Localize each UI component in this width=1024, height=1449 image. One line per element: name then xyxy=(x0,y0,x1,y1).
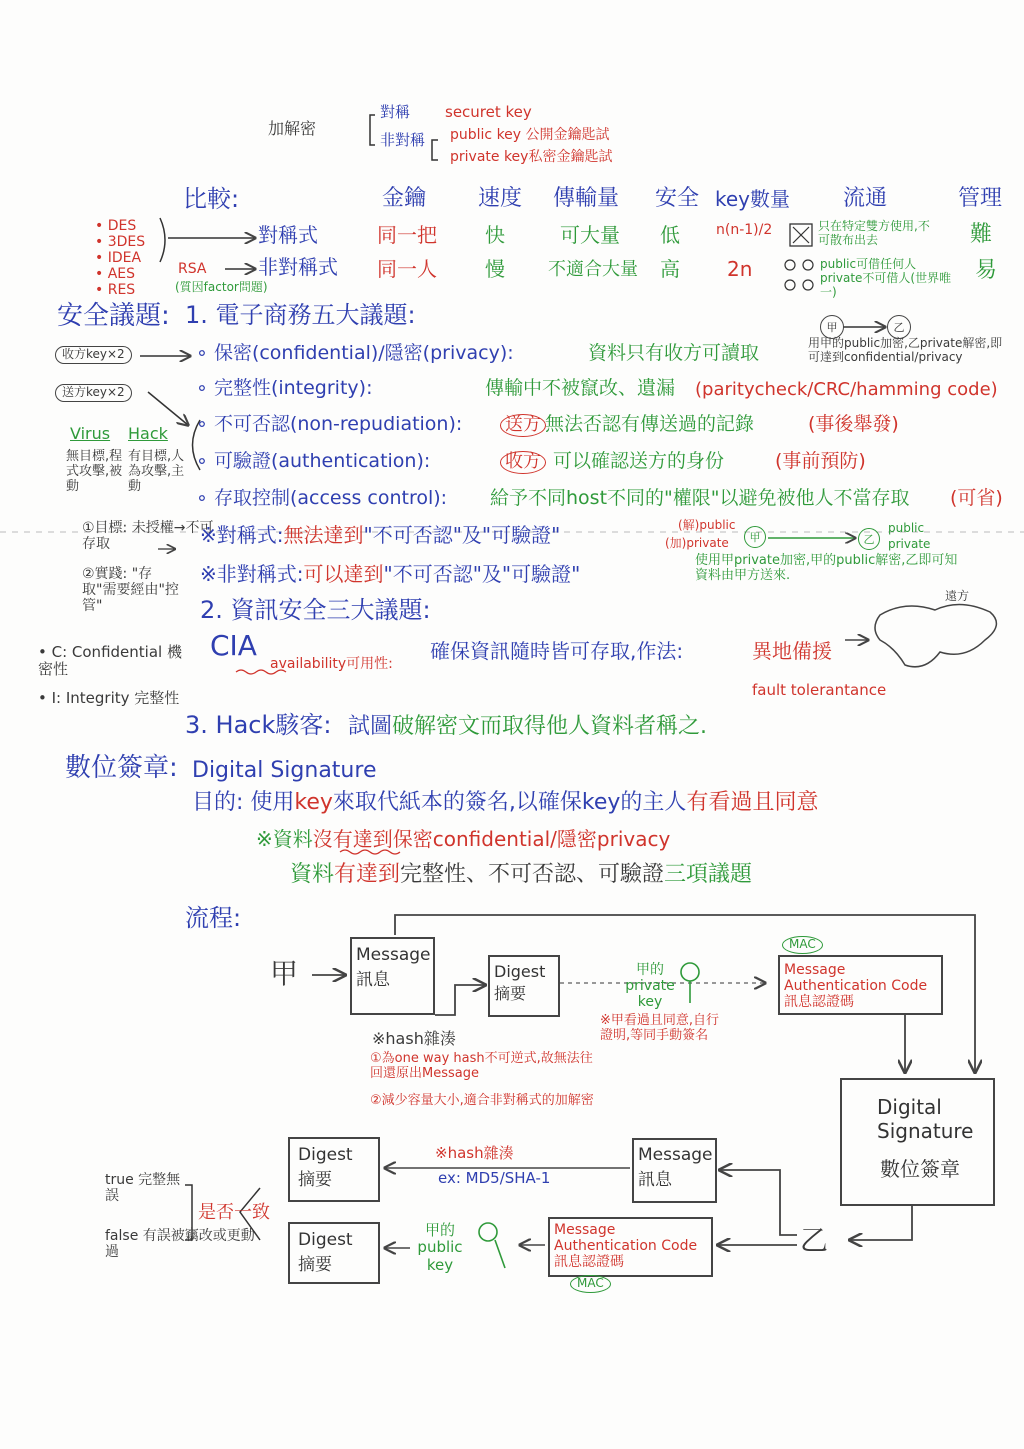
auth-label: ∘ 可驗證(authentication): xyxy=(196,450,431,472)
flow-receiver: 乙 xyxy=(800,1224,829,1257)
side-b-private: private xyxy=(888,537,931,551)
flow-title: 流程: xyxy=(185,904,242,932)
row-asym-type: 非對稱式 xyxy=(258,255,338,279)
row-sym-circulation: 只在特定雙方使用,不可散布出去 xyxy=(818,219,930,247)
row-sym-throughput: 可大量 xyxy=(560,223,620,247)
side-party-b: 乙 xyxy=(858,528,880,550)
flow-true: true 完整無誤 xyxy=(105,1172,181,1205)
hack-item3: 3. Hack駭客: xyxy=(185,711,332,739)
row-sym-speed: 快 xyxy=(485,223,505,247)
nonrep-tag: (事後舉發) xyxy=(808,413,899,435)
flow-mac: Message Authentication Code 訊息認證碼 xyxy=(784,962,928,1011)
row-asym-management: 易 xyxy=(975,258,998,283)
cia-availability-desc: 確保資訊隨時皆可存取,作法: xyxy=(430,639,684,663)
top-party-a: 甲 xyxy=(820,315,844,339)
side-b-public: public xyxy=(888,521,925,535)
flow-digest2: Digest 摘要 xyxy=(298,1145,353,1190)
flow-private-note: ※甲看過且同意,自行證明,等同手動簽名 xyxy=(600,1013,720,1043)
flow-mac2-badge: MAC xyxy=(570,1275,611,1293)
row-sym-management: 難 xyxy=(970,222,993,247)
flow-mac2: Message Authentication Code 訊息認證碼 xyxy=(554,1222,698,1271)
nonrep-desc: 無法否認有傳送過的記錄 xyxy=(545,413,755,435)
virus-desc: 無目標,程式攻擊,被動 xyxy=(66,449,123,494)
row-asym-key: 同一人 xyxy=(377,257,437,281)
top-party-b: 乙 xyxy=(887,315,911,339)
security-item1: 1. 電子商務五大議題: xyxy=(185,301,416,329)
row-sym-type: 對稱式 xyxy=(258,223,318,247)
header-speed: 速度 xyxy=(478,186,523,211)
integrity-methods: (paritycheck/CRC/hamming code) xyxy=(695,379,998,400)
flow-digest3: Digest 摘要 xyxy=(298,1230,353,1275)
hack-desc-a: 試圖破解密文而取得他人資料者稱之. xyxy=(348,714,708,739)
hack-desc: 有目標,人為攻擊,主動 xyxy=(128,449,185,494)
cia-i: • I: Integrity 完整性 xyxy=(38,689,180,707)
access-label: ∘ 存取控制(access control): xyxy=(196,487,448,509)
row-asym-circulation: public可借任何人 private不可借人(世界唯一) xyxy=(820,257,952,299)
side-encrypt: (加)private xyxy=(665,536,729,550)
asym-label: 非對稱 xyxy=(380,131,426,149)
auth-tag: (事前預防) xyxy=(775,450,866,472)
signature-en: Digital Signature xyxy=(192,758,377,783)
receiver-key-badge: 收方key×2 xyxy=(55,346,132,364)
confidential-label: ∘ 保密(confidential)/隱密(privacy): xyxy=(196,342,514,364)
auth-desc: 可以確認送方的身份 xyxy=(553,450,725,472)
cia-fault-tolerance: fault tolerantance xyxy=(752,681,887,699)
confidential-note: 用甲的public加密,乙private解密,即可達到confidential/privacy xyxy=(808,336,1003,364)
side-party-a: 甲 xyxy=(744,526,766,548)
nonrep-label: ∘ 不可否認(non-repudiation): xyxy=(196,413,463,435)
rsa-note: (質因factor問題) xyxy=(175,280,268,294)
header-key-count: key數量 xyxy=(715,187,791,211)
algo-idea: • IDEA xyxy=(95,250,142,266)
row-sym-security: 低 xyxy=(660,223,680,247)
signature-note2: 資料有達到完整性、不可否認、可驗證三項議題 xyxy=(290,862,753,887)
row-sym-key: 同一把 xyxy=(377,223,437,247)
cia-backup: 異地備援 xyxy=(752,639,832,663)
side-decrypt: (解)public xyxy=(678,518,736,532)
auth-who: 收方 xyxy=(500,451,546,474)
access-tag: (可省) xyxy=(950,487,1003,509)
row-asym-security: 高 xyxy=(660,257,680,281)
cia-c: • C: Confidential 機密性 xyxy=(38,643,182,679)
integrity-label: ∘ 完整性(integrity): xyxy=(196,377,373,399)
row-sym-keycount: n(n-1)/2 xyxy=(716,222,773,238)
confidential-desc: 資料只有收方可讀取 xyxy=(588,342,760,364)
encryption-bullet: 加解密 xyxy=(268,119,317,138)
flow-private-key: 甲的private key xyxy=(625,962,675,1011)
algo-res: • RES xyxy=(95,282,136,298)
flow-hash-note1: ①為one way hash不可逆式,故無法往回還原出Message xyxy=(370,1051,593,1081)
flow-ds-zh: 數位簽章 xyxy=(880,1157,960,1181)
signature-goal: 目的: 使用key來取代紙本的簽名,以確保key的主人有看過且同意 xyxy=(192,790,819,815)
cia-title: CIA xyxy=(210,629,257,662)
access-goal: ①目標: 未授權→不可存取 xyxy=(82,520,214,553)
flow-hash2: ※hash雜湊 xyxy=(435,1144,514,1162)
header-security: 安全 xyxy=(655,186,700,211)
flow-message2: Message 訊息 xyxy=(638,1145,713,1190)
header-circulation: 流通 xyxy=(843,186,888,211)
header-key: 金鑰 xyxy=(382,186,427,211)
security-title: 安全議題: xyxy=(57,301,170,331)
row-asym-speed: 慢 xyxy=(485,257,505,281)
algo-aes: • AES xyxy=(95,266,136,282)
flow-ds-en: Digital Signature xyxy=(877,1095,974,1143)
sender-key-badge: 送方key×2 xyxy=(55,384,132,402)
flow-mac-badge: MAC xyxy=(782,936,823,954)
flow-hash-note2: ②減少容量大小,適合非對稱式的加解密 xyxy=(370,1093,594,1108)
flow-public-key: 甲的public key xyxy=(417,1221,463,1274)
nonrep-who: 送方 xyxy=(500,414,546,437)
flow-hash2-example: ex: MD5/SHA-1 xyxy=(438,1169,551,1187)
header-management: 管理 xyxy=(958,186,1003,211)
row-asym-keycount: 2n xyxy=(727,257,753,281)
flow-false: false 有誤被竊改或更動過 xyxy=(105,1228,255,1261)
sym-label: 對稱 xyxy=(380,103,411,121)
header-throughput: 傳輸量 xyxy=(553,186,620,211)
sym-note: ※對稱式:無法達到"不可否認"及"可驗證" xyxy=(200,523,561,547)
algo-des: • DES xyxy=(95,218,137,234)
access-practice: ②實踐: "存取"需要經由"控管" xyxy=(82,566,179,615)
cia-remote: 遠方 xyxy=(945,589,970,603)
asym-note: ※非對稱式:可以達到"不可否認"及"可驗證" xyxy=(200,562,581,586)
flow-sender: 甲 xyxy=(270,957,299,990)
flow-digest: Digest 摘要 xyxy=(494,962,546,1003)
cia-availability: availability可用性: xyxy=(270,656,393,672)
row-asym-throughput: 不適合大量 xyxy=(548,259,638,280)
integrity-desc: 傳輸中不被竄改、遺漏 xyxy=(485,377,676,399)
flow-compare: 是否一致 xyxy=(198,1202,270,1223)
asym-private: private key私密金鑰匙試 xyxy=(450,149,613,165)
algo-3des: • 3DES xyxy=(95,234,146,250)
sym-key: securet key xyxy=(445,103,532,121)
access-desc: 給予不同host不同的"權限"以避免被他人不當存取 xyxy=(490,487,910,509)
hack-label: Hack xyxy=(128,424,168,443)
virus-label: Virus xyxy=(70,424,111,443)
flow-hash: ※hash雜湊 xyxy=(372,1029,456,1048)
flow-message: Message 訊息 xyxy=(356,945,431,990)
signature-note1: ※資料沒有達到保密confidential/隱密privacy xyxy=(256,827,671,851)
side-desc: 使用甲private加密,甲的public解密,乙即可知資料由甲方送來. xyxy=(695,553,958,583)
compare-title: 比較: xyxy=(183,185,240,213)
signature-title: 數位簽章: xyxy=(65,753,178,783)
algo-rsa: RSA xyxy=(178,261,207,277)
cia-item2: 2. 資訊安全三大議題: xyxy=(200,596,431,624)
asym-public: public key 公開金鑰匙試 xyxy=(450,127,610,143)
